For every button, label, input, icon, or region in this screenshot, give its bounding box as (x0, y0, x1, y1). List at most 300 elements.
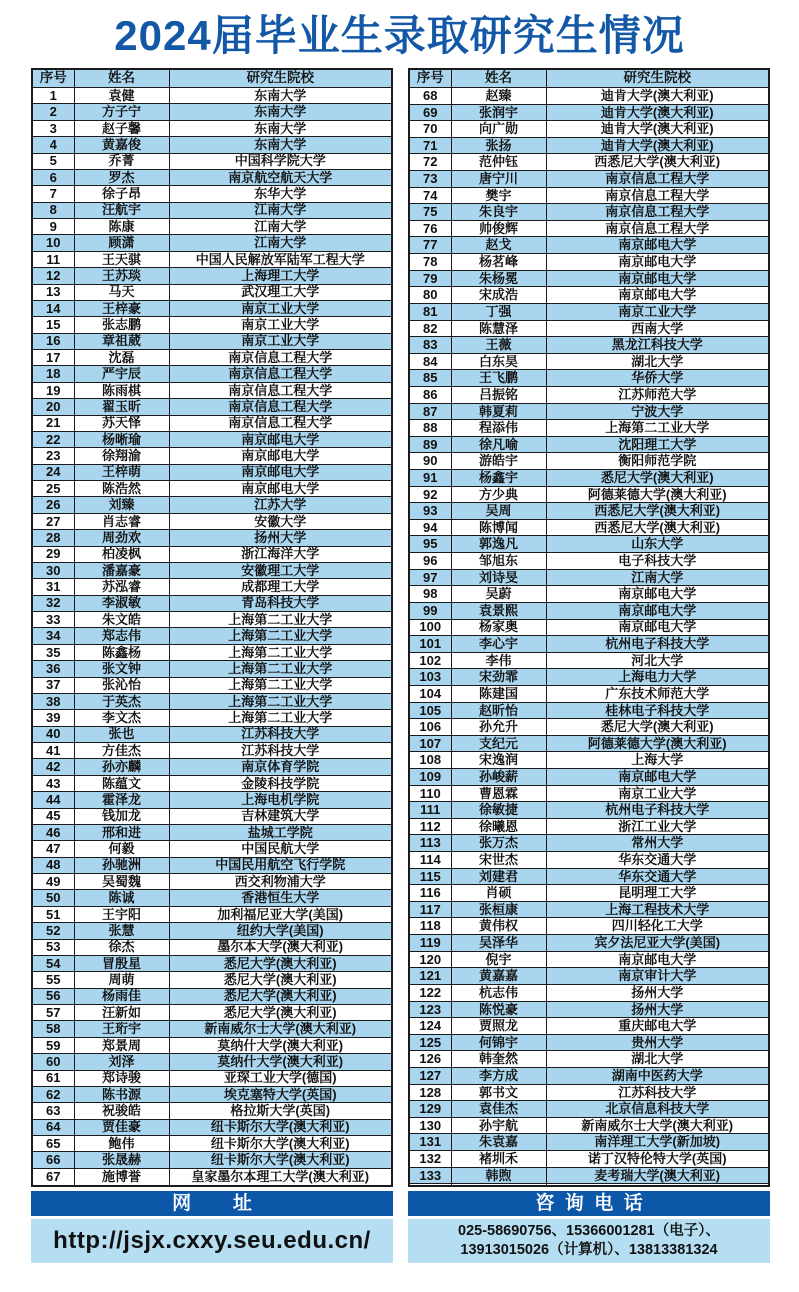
table-row (32, 939, 392, 955)
school-cell: 中国人民解放军陆军工程大学 (169, 251, 392, 267)
name-cell: 王薇 (451, 337, 546, 354)
name-cell: 倪宇 (451, 951, 546, 968)
serial-cell: 64 (32, 1119, 74, 1135)
name-cell: 樊宇 (451, 187, 546, 204)
name-cell: 孙驰洲 (74, 857, 169, 873)
school-cell: 南京审计大学 (546, 968, 769, 985)
serial-cell: 12 (32, 268, 74, 284)
table-row (32, 137, 392, 153)
table-row (32, 595, 392, 611)
table-row (409, 569, 769, 586)
school-cell: 扬州大学 (169, 530, 392, 546)
name-cell: 王宇阳 (74, 906, 169, 922)
serial-cell: 82 (409, 320, 451, 337)
table-row (409, 1084, 769, 1101)
table-row (409, 137, 769, 154)
serial-cell: 108 (409, 752, 451, 769)
table-row (409, 1151, 769, 1168)
column-header-name: 姓名 (74, 69, 169, 88)
table-row (409, 968, 769, 985)
name-cell: 顾潇 (74, 235, 169, 251)
table-row (409, 735, 769, 752)
name-cell: 张晟赫 (74, 1152, 169, 1168)
table-row (32, 579, 392, 595)
serial-cell: 113 (409, 835, 451, 852)
serial-cell: 52 (32, 923, 74, 939)
serial-cell: 59 (32, 1037, 74, 1053)
name-cell: 方少典 (451, 486, 546, 503)
table-row (409, 885, 769, 902)
name-cell: 张扬 (451, 137, 546, 154)
name-cell: 曹恩霖 (451, 785, 546, 802)
school-cell: 衡阳师范学院 (546, 453, 769, 470)
table-row (32, 219, 392, 235)
table-row (409, 818, 769, 835)
serial-cell: 32 (32, 595, 74, 611)
table-row (409, 453, 769, 470)
table-row (409, 1018, 769, 1035)
name-cell: 祝骏皓 (74, 1103, 169, 1119)
table-row (409, 154, 769, 171)
name-cell: 徐杰 (74, 939, 169, 955)
table-row (32, 743, 392, 759)
table-row (32, 415, 392, 431)
table-row (32, 890, 392, 906)
table-row (409, 1167, 769, 1184)
table-row (32, 955, 392, 971)
name-cell: 刘建君 (451, 868, 546, 885)
school-cell: 北京信息科技大学 (546, 1101, 769, 1118)
serial-cell: 79 (409, 270, 451, 287)
serial-cell: 90 (409, 453, 451, 470)
table-row (409, 503, 769, 520)
serial-cell: 27 (32, 513, 74, 529)
school-cell: 南京工业大学 (169, 317, 392, 333)
name-cell: 于英杰 (74, 693, 169, 709)
serial-cell: 94 (409, 519, 451, 536)
name-cell: 周萌 (74, 972, 169, 988)
serial-cell: 123 (409, 1001, 451, 1018)
name-cell: 李伟 (451, 652, 546, 669)
school-cell: 上海第二工业大学 (169, 644, 392, 660)
school-cell: 昆明理工大学 (546, 885, 769, 902)
name-cell: 王苏琰 (74, 268, 169, 284)
serial-cell: 36 (32, 661, 74, 677)
name-cell: 郭逸凡 (451, 536, 546, 553)
name-cell: 徐翔渝 (74, 448, 169, 464)
name-cell: 杨晰瑜 (74, 431, 169, 447)
school-cell: 纽约大学(美国) (169, 923, 392, 939)
school-cell: 南洋理工大学(新加坡) (546, 1134, 769, 1151)
serial-cell: 131 (409, 1134, 451, 1151)
table-row (409, 868, 769, 885)
serial-cell: 99 (409, 602, 451, 619)
table-row (409, 519, 769, 536)
school-cell: 武汉理工大学 (169, 284, 392, 300)
name-cell: 游皓宇 (451, 453, 546, 470)
name-cell: 赵臻 (451, 88, 546, 105)
serial-cell: 48 (32, 857, 74, 873)
table-row (409, 752, 769, 769)
name-cell: 王梓豪 (74, 300, 169, 316)
name-cell: 霍泽龙 (74, 792, 169, 808)
school-cell: 宁波大学 (546, 403, 769, 420)
name-cell (451, 1184, 546, 1186)
name-cell: 袁健 (74, 88, 169, 104)
name-cell: 唐宁川 (451, 171, 546, 188)
serial-cell: 89 (409, 436, 451, 453)
serial-cell: 76 (409, 220, 451, 237)
serial-cell: 114 (409, 852, 451, 869)
table-row (409, 802, 769, 819)
table-row (32, 1152, 392, 1168)
table-row (32, 661, 392, 677)
serial-cell: 71 (409, 137, 451, 154)
serial-cell: 38 (32, 693, 74, 709)
name-cell: 宋成浩 (451, 287, 546, 304)
name-cell: 张桓康 (451, 901, 546, 918)
name-cell: 郑诗骏 (74, 1070, 169, 1086)
serial-cell: 40 (32, 726, 74, 742)
table-row (409, 652, 769, 669)
serial-cell: 107 (409, 735, 451, 752)
school-cell: 江南大学 (169, 235, 392, 251)
name-cell: 郑志伟 (74, 628, 169, 644)
table-row (32, 1103, 392, 1119)
table-row (32, 513, 392, 529)
name-cell: 帅俊辉 (451, 220, 546, 237)
serial-cell: 83 (409, 337, 451, 354)
table-row (32, 1119, 392, 1135)
serial-cell: 78 (409, 254, 451, 271)
website-content (31, 1219, 393, 1263)
name-cell: 陈康 (74, 219, 169, 235)
name-cell: 翟玉昕 (74, 399, 169, 415)
school-cell: 南京信息工程大学 (169, 399, 392, 415)
serial-cell: 29 (32, 546, 74, 562)
table-row (409, 270, 769, 287)
serial-cell: 87 (409, 403, 451, 420)
phone-line-2: 13913015026（计算机）、13813381324 (460, 1242, 718, 1258)
serial-cell: 122 (409, 984, 451, 1001)
serial-cell: 50 (32, 890, 74, 906)
school-cell: 扬州大学 (546, 1001, 769, 1018)
serial-cell: 91 (409, 470, 451, 487)
school-cell: 上海第二工业大学 (169, 628, 392, 644)
serial-cell: 61 (32, 1070, 74, 1086)
school-cell: 四川轻化工大学 (546, 918, 769, 935)
serial-cell: 97 (409, 569, 451, 586)
website-header: 网址 (31, 1191, 393, 1216)
table-row (32, 644, 392, 660)
name-cell: 朱良宇 (451, 204, 546, 221)
serial-cell: 98 (409, 586, 451, 603)
table-row (32, 1136, 392, 1152)
serial-cell: 5 (32, 153, 74, 169)
school-cell: 河北大学 (546, 652, 769, 669)
school-cell: 纽卡斯尔大学(澳大利亚) (169, 1119, 392, 1135)
table-row (409, 785, 769, 802)
school-cell: 南京邮电大学 (546, 768, 769, 785)
table-row (409, 1034, 769, 1051)
table-row (32, 612, 392, 628)
serial-cell: 58 (32, 1021, 74, 1037)
serial-cell: 104 (409, 685, 451, 702)
name-cell: 王珩宇 (74, 1021, 169, 1037)
serial-cell: 81 (409, 303, 451, 320)
school-cell: 南京邮电大学 (546, 951, 769, 968)
table-row (32, 710, 392, 726)
name-cell: 李淑敏 (74, 595, 169, 611)
name-cell: 孙亦麟 (74, 759, 169, 775)
serial-cell: 44 (32, 792, 74, 808)
school-cell: 南京邮电大学 (546, 287, 769, 304)
table-row (409, 386, 769, 403)
table-row (32, 824, 392, 840)
table-row (409, 370, 769, 387)
serial-cell: 67 (32, 1168, 74, 1186)
serial-cell: 25 (32, 481, 74, 497)
name-cell: 张万杰 (451, 835, 546, 852)
school-cell: 南京工业大学 (169, 333, 392, 349)
serial-cell: 84 (409, 353, 451, 370)
school-cell: 加利福尼亚大学(美国) (169, 906, 392, 922)
serial-cell: 30 (32, 562, 74, 578)
phone-header: 咨询电话 (408, 1191, 770, 1216)
school-cell: 上海电力大学 (546, 669, 769, 686)
school-cell: 迪肯大学(澳大利亚) (546, 104, 769, 121)
serial-cell: 33 (32, 612, 74, 628)
table-row (32, 628, 392, 644)
name-cell: 向广勋 (451, 121, 546, 138)
phone-line-1: 025-58690756、15366001281（电子）、 (458, 1223, 720, 1240)
name-cell: 陈蕴文 (74, 775, 169, 791)
name-cell: 赵戈 (451, 237, 546, 254)
table-row (409, 1067, 769, 1084)
name-cell: 孙宇航 (451, 1117, 546, 1134)
school-cell: 新南威尔士大学(澳大利亚) (169, 1021, 392, 1037)
name-cell: 朱文皓 (74, 612, 169, 628)
name-cell: 徐曦恩 (451, 818, 546, 835)
table-row (409, 768, 769, 785)
serial-cell: 133 (409, 1167, 451, 1184)
name-cell: 施博誉 (74, 1168, 169, 1186)
serial-cell: 109 (409, 768, 451, 785)
name-cell: 支纪元 (451, 735, 546, 752)
serial-cell: 75 (409, 204, 451, 221)
serial-cell: 132 (409, 1151, 451, 1168)
school-cell: 南京邮电大学 (169, 481, 392, 497)
school-cell: 南京信息工程大学 (169, 366, 392, 382)
table-row (32, 1168, 392, 1186)
serial-cell: 22 (32, 431, 74, 447)
name-cell: 徐子昂 (74, 186, 169, 202)
serial-cell: 128 (409, 1084, 451, 1101)
column-header-serial: 序号 (32, 69, 74, 88)
name-cell: 宋世杰 (451, 852, 546, 869)
left-roster-table (31, 68, 393, 1187)
table-row (32, 808, 392, 824)
school-cell: 南京邮电大学 (546, 619, 769, 636)
serial-cell: 3 (32, 120, 74, 136)
name-cell: 杨鑫宇 (451, 470, 546, 487)
serial-cell: 100 (409, 619, 451, 636)
name-cell: 汪新如 (74, 1005, 169, 1021)
serial-cell: 15 (32, 317, 74, 333)
serial-cell: 120 (409, 951, 451, 968)
school-cell: 江南大学 (169, 202, 392, 218)
school-cell: 上海大学 (546, 752, 769, 769)
school-cell: 东南大学 (169, 104, 392, 120)
serial-cell: 56 (32, 988, 74, 1004)
serial-cell: 8 (32, 202, 74, 218)
school-cell: 贵州大学 (546, 1034, 769, 1051)
right-roster-table (408, 68, 770, 1187)
school-cell: 南京邮电大学 (546, 602, 769, 619)
school-cell: 江苏科技大学 (546, 1084, 769, 1101)
table-row (409, 619, 769, 636)
table-row (32, 120, 392, 136)
school-cell: 青岛科技大学 (169, 595, 392, 611)
school-cell: 皇家墨尔本理工大学(澳大利亚) (169, 1168, 392, 1186)
name-cell: 汪航宇 (74, 202, 169, 218)
school-cell: 东华大学 (169, 186, 392, 202)
name-cell: 李方成 (451, 1067, 546, 1084)
serial-cell: 18 (32, 366, 74, 382)
name-cell: 吕振铭 (451, 386, 546, 403)
table-row (32, 481, 392, 497)
name-cell: 柏凌枫 (74, 546, 169, 562)
school-cell: 南京邮电大学 (546, 254, 769, 271)
school-cell: 南京信息工程大学 (169, 350, 392, 366)
school-cell: 南京航空航天大学 (169, 169, 392, 185)
table-row (32, 1037, 392, 1053)
serial-cell: 45 (32, 808, 74, 824)
table-row (409, 984, 769, 1001)
name-cell: 李心宇 (451, 636, 546, 653)
school-cell: 莫纳什大学(澳大利亚) (169, 1037, 392, 1053)
serial-cell: 102 (409, 652, 451, 669)
table-row (32, 693, 392, 709)
table-row (409, 187, 769, 204)
name-cell: 刘泽 (74, 1054, 169, 1070)
name-cell: 陈建国 (451, 685, 546, 702)
school-cell: 上海第二工业大学 (169, 710, 392, 726)
name-cell: 赵子馨 (74, 120, 169, 136)
name-cell: 方佳杰 (74, 743, 169, 759)
table-row (32, 497, 392, 513)
serial-cell: 13 (32, 284, 74, 300)
serial-cell: 7 (32, 186, 74, 202)
table-row (409, 918, 769, 935)
name-cell: 杨雨佳 (74, 988, 169, 1004)
serial-cell: 124 (409, 1018, 451, 1035)
serial-cell: 1 (32, 88, 74, 104)
name-cell: 范仲钰 (451, 154, 546, 171)
school-cell: 阿德莱德大学(澳大利亚) (546, 486, 769, 503)
table-row (409, 719, 769, 736)
serial-cell: 17 (32, 350, 74, 366)
name-cell: 张慧 (74, 923, 169, 939)
table-row (32, 186, 392, 202)
table-row (409, 436, 769, 453)
school-cell: 成都理工大学 (169, 579, 392, 595)
name-cell: 陈鑫杨 (74, 644, 169, 660)
name-cell: 黄嘉嘉 (451, 968, 546, 985)
school-cell: 墨尔本大学(澳大利亚) (169, 939, 392, 955)
serial-cell: 24 (32, 464, 74, 480)
name-cell: 王梓萌 (74, 464, 169, 480)
school-cell: 桂林电子科技大学 (546, 702, 769, 719)
name-cell: 刘臻 (74, 497, 169, 513)
table-row (409, 636, 769, 653)
serial-cell: 42 (32, 759, 74, 775)
school-cell: 江苏师范大学 (546, 386, 769, 403)
table-row (409, 1101, 769, 1118)
serial-cell: 85 (409, 370, 451, 387)
school-cell: 迪肯大学(澳大利亚) (546, 88, 769, 105)
table-row (409, 470, 769, 487)
name-cell: 陈书源 (74, 1086, 169, 1102)
table-row (32, 775, 392, 791)
name-cell: 吴蜀魏 (74, 874, 169, 890)
table-row (409, 536, 769, 553)
serial-cell: 129 (409, 1101, 451, 1118)
name-cell: 贾照龙 (451, 1018, 546, 1035)
school-cell: 东南大学 (169, 120, 392, 136)
table-row (32, 759, 392, 775)
serial-cell: 125 (409, 1034, 451, 1051)
school-cell: 湖北大学 (546, 353, 769, 370)
name-cell: 吴蔚 (451, 586, 546, 603)
school-cell: 广东技术师范大学 (546, 685, 769, 702)
name-cell: 贾佳豪 (74, 1119, 169, 1135)
table-row (32, 366, 392, 382)
serial-cell: 34 (32, 628, 74, 644)
table-row (32, 677, 392, 693)
school-cell: 南京邮电大学 (169, 431, 392, 447)
column-header-serial: 序号 (409, 69, 451, 88)
school-cell: 浙江工业大学 (546, 818, 769, 835)
school-cell: 上海工程技术大学 (546, 901, 769, 918)
serial-cell: 66 (32, 1152, 74, 1168)
school-cell: 南京邮电大学 (546, 586, 769, 603)
table-row (32, 792, 392, 808)
serial-cell: 105 (409, 702, 451, 719)
name-cell: 周劲欢 (74, 530, 169, 546)
column-header-school: 研究生院校 (169, 69, 392, 88)
name-cell: 苏泓睿 (74, 579, 169, 595)
school-cell: 安徽大学 (169, 513, 392, 529)
school-cell: 南京邮电大学 (546, 237, 769, 254)
table-row (32, 726, 392, 742)
table-row (32, 153, 392, 169)
table-row (32, 202, 392, 218)
table-row (409, 104, 769, 121)
name-cell: 潘嘉豪 (74, 562, 169, 578)
serial-cell: 19 (32, 382, 74, 398)
name-cell: 张也 (74, 726, 169, 742)
table-row (409, 702, 769, 719)
school-cell: 新南威尔士大学(澳大利亚) (546, 1117, 769, 1134)
phone-content (408, 1219, 770, 1263)
name-cell: 王飞鹏 (451, 370, 546, 387)
school-cell: 上海第二工业大学 (169, 612, 392, 628)
serial-cell: 127 (409, 1067, 451, 1084)
name-cell: 苏天怿 (74, 415, 169, 431)
name-cell: 严宇辰 (74, 366, 169, 382)
table-row (32, 923, 392, 939)
